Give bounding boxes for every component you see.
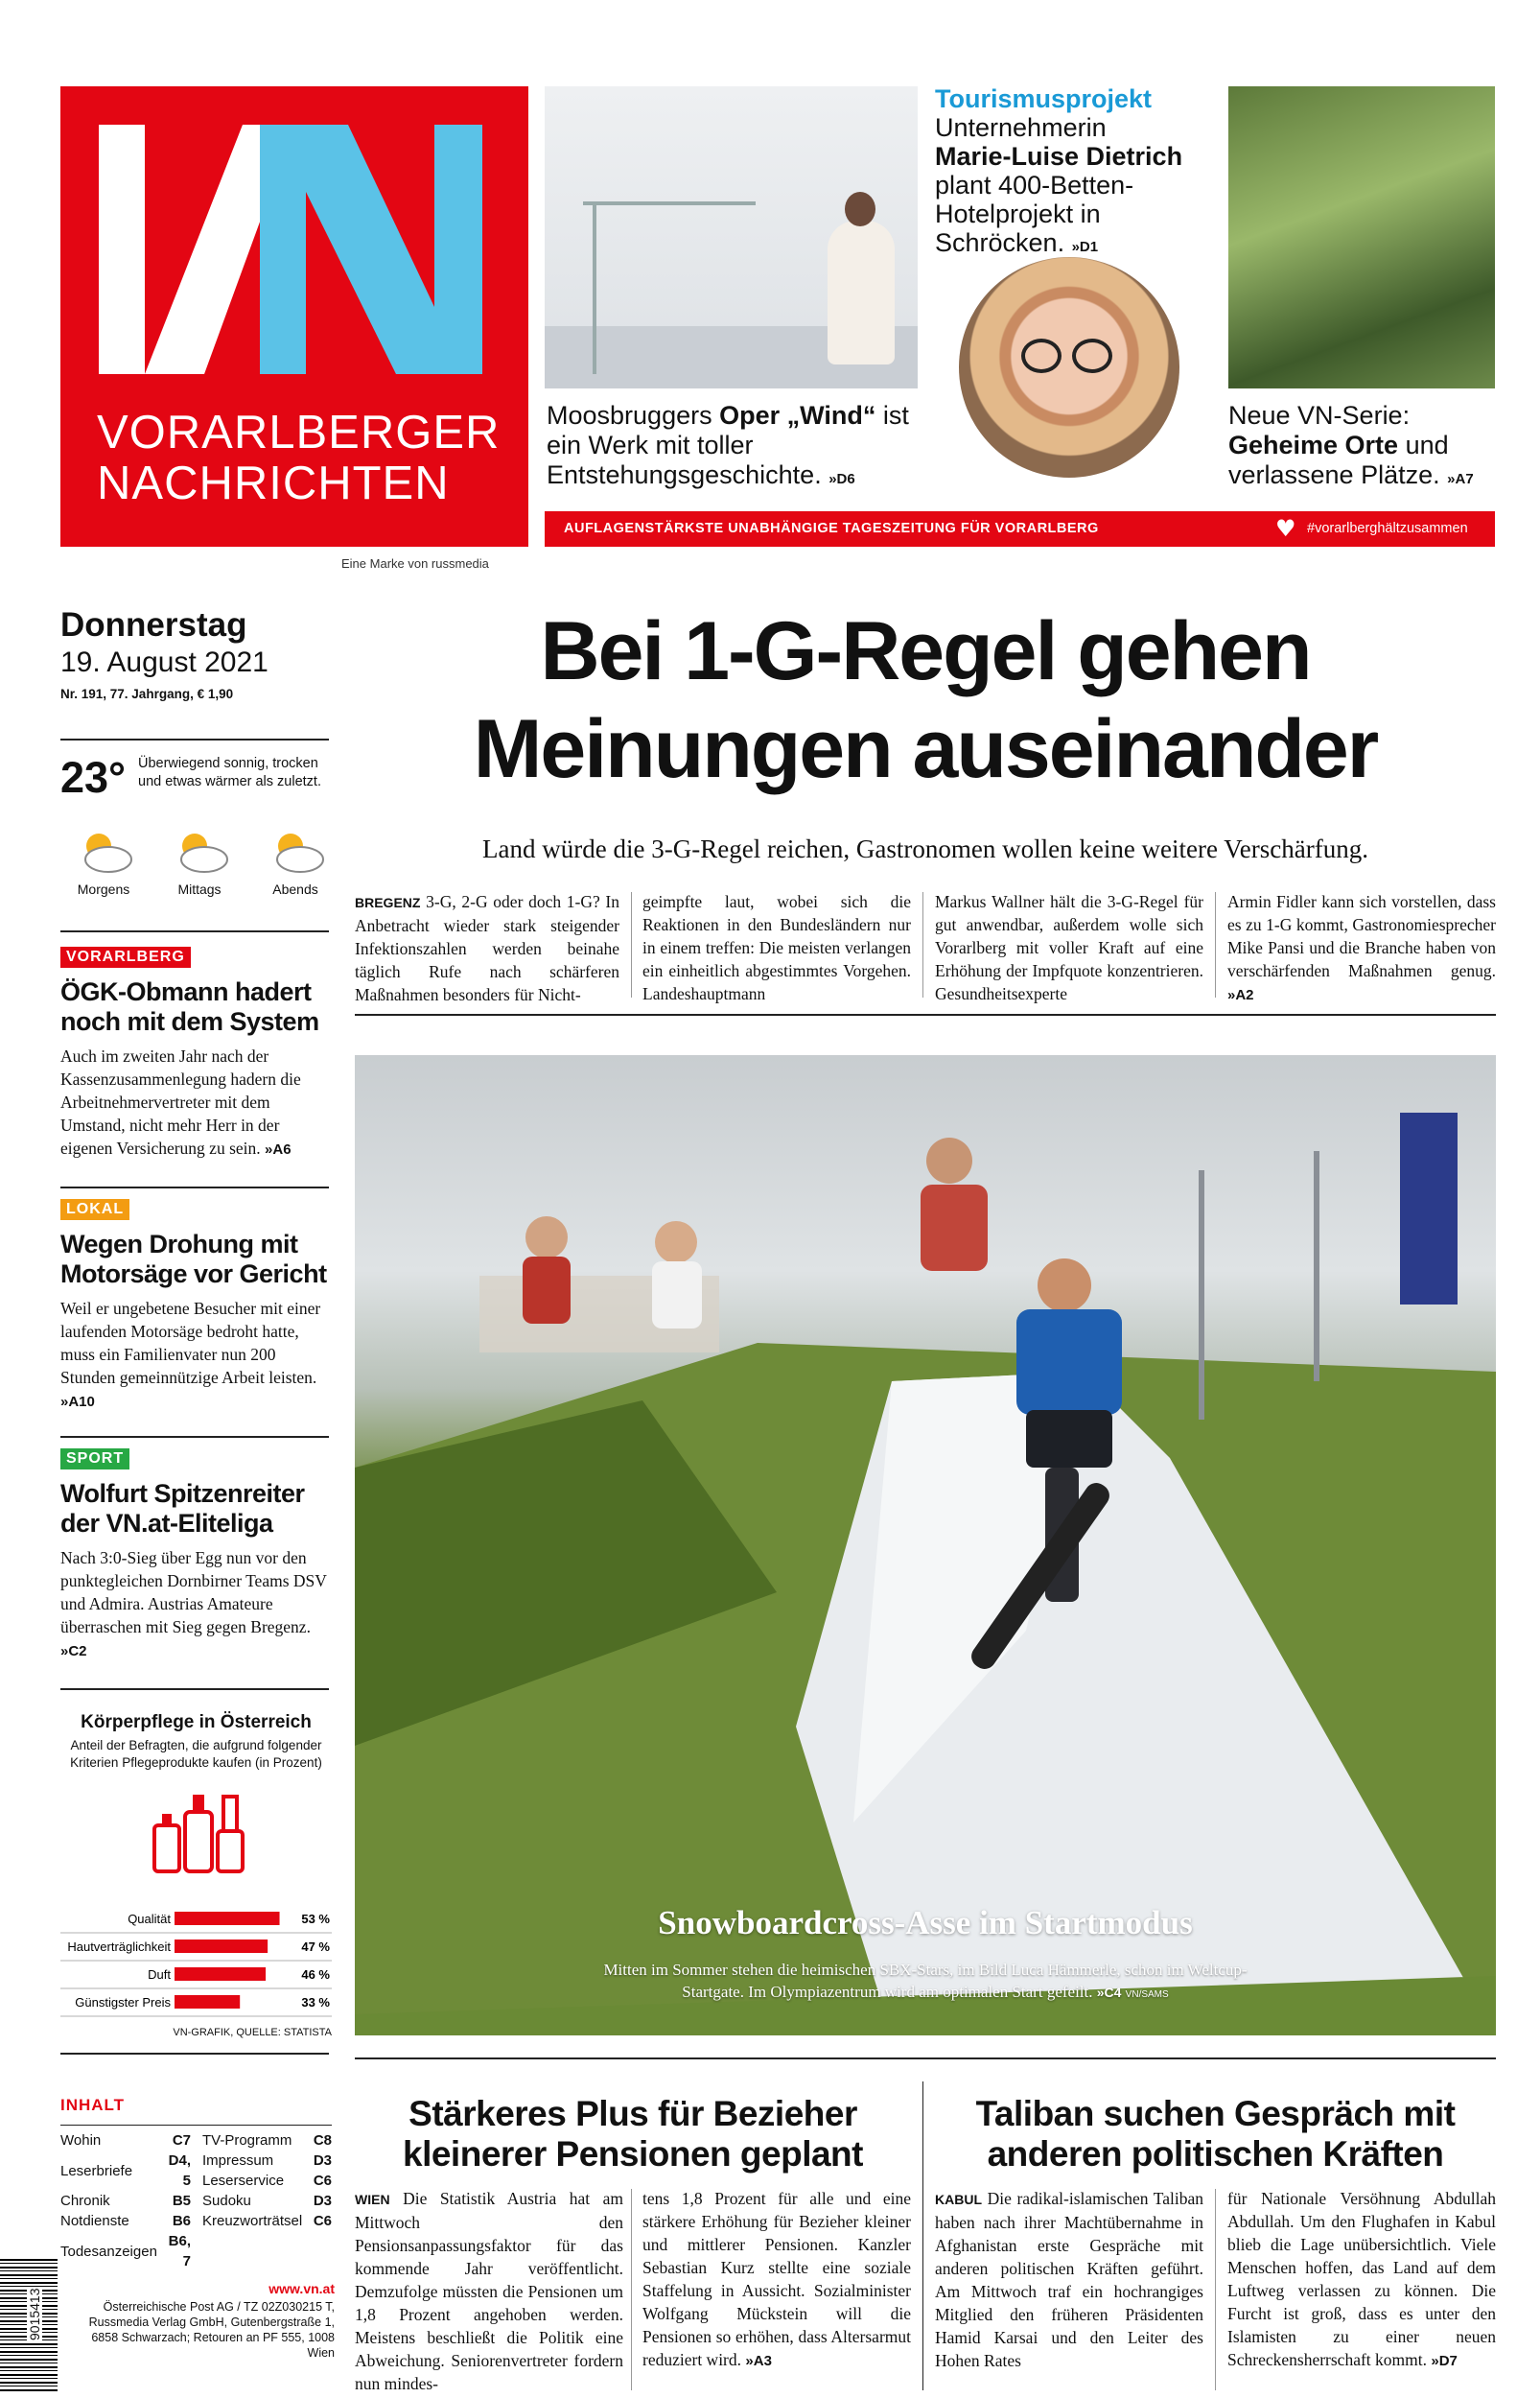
sun-cloud-icon — [70, 825, 137, 878]
lead-col-3: Markus Wallner hält die 3-G-Regel für gut anwendbar, außerdem wolle sich Vorarlberg mit voller Kraft auf eine Erhöhung der Impfquote konzentrieren. Gesundheitsexperte — [935, 892, 1203, 1003]
cosmetics-icon — [147, 1789, 252, 1875]
index-left: Wohin C7 Leserbriefe D4, 5 Chronik B5 Notdienste B6 Todesanzeigen B6, 7 — [60, 2132, 191, 2269]
portrait-photo — [959, 257, 1179, 478]
index-item[interactable]: Todesanzeigen — [60, 2243, 157, 2260]
index-title: INHALT — [60, 2096, 126, 2114]
weather-midday: Mittags — [156, 825, 243, 897]
chart-value-label: 33 % — [301, 1995, 330, 2010]
chart-plot — [60, 1904, 332, 2019]
chart-value-label: 53 % — [301, 1912, 330, 1926]
teaser-oper[interactable]: Moosbruggers Oper „Wind“ ist ein Werk mit toller Entstehungsgeschichte. »D6 — [547, 401, 909, 489]
pension-headline[interactable]: Stärkeres Plus für Bezieher kleinerer Pensionen geplant — [403, 2094, 863, 2174]
sidebar-story-sport[interactable]: SPORT Wolfurt Spitzenreiter der VN.at-Eliteliga Nach 3:0-Sieg über Egg nun vor den punktegleichen Dornbirner Teams DSV und Admira. Austrias Amateure überraschen mit Sieg gegen Bregenz. »C2 — [60, 1450, 327, 1659]
claim-bar: AUFLAGENSTÄRKSTE UNABHÄNGIGE TAGESZEITUNG FÜR VORARLBERG ♥ #vorarlberghältzusammen — [545, 511, 1495, 547]
index-item[interactable]: Leserservice — [202, 2173, 285, 2189]
date-block: Donnerstag 19. August 2021 Nr. 191, 77. Jahrgang, € 1,90 — [60, 606, 268, 701]
chart-bar — [175, 1995, 240, 2009]
heart-icon: ♥ — [1275, 515, 1296, 542]
lead-col-4: Armin Fidler kann sich vorstellen, dass es zu 1-G kommt, Gastronomiesprecher Mike Pansi und die Branche haben von verschärfenden Maßnahmen genug. »A2 — [1227, 892, 1496, 1003]
pension-col-1: WIEN Die Statistik Austria hat am Mittwoch den Pensionsanpassungsfaktor für das kommende Jahr veröffentlicht. Demzufolge müssten die Pensionen um 1,8 Prozent angehoben werden. Meistens beschließt die Politik eine Abweichung. Seniorenvertreter fordern nun mindes- — [355, 2189, 623, 2393]
index-item[interactable]: TV-Programm — [202, 2132, 292, 2149]
index-item[interactable]: Impressum — [202, 2152, 274, 2169]
chart-source: VN-GRAFIK, QUELLE: STATISTA — [173, 2027, 332, 2038]
photo-caption: Mitten im Sommer stehen die heimischen SBX-Stars, im Bild Luca Hämmerle, schon im Weltcup-Startgate. Im Olympiazentrum wird am optimalen Start gefeilt. »C4 VN/SAMS — [603, 1961, 1248, 2001]
chart-bar — [175, 1940, 268, 1953]
lead-col-1: BREGENZ 3-G, 2-G oder doch 1-G? In Anbetracht wieder stark steigender Infektionszahlen werden beinahe täglich Rufe nach schärferen Maßnahmen besonders für Nicht- — [355, 892, 620, 1004]
chart-category-label: Duft — [148, 1967, 171, 1982]
chart-category-label: Hautverträglichkeit — [67, 1940, 171, 1954]
taliban-headline[interactable]: Taliban suchen Gespräch mit anderen politischen Kräften — [975, 2094, 1456, 2174]
index-item[interactable]: Sudoku — [202, 2193, 251, 2209]
index-box — [60, 2096, 332, 2269]
snowboard-scene — [355, 1055, 1496, 2035]
sun-cloud-icon — [166, 825, 233, 878]
chart-category-label: Qualität — [128, 1912, 171, 1926]
sidebar-story-lokal[interactable]: LOKAL Wegen Drohung mit Motorsäge vor Gericht Weil er ungebetene Besucher mit einer laufenden Motorsäge bedroht hatte, muss ein Familienvater nun 200 Stunden gemeinnützige Arbeit leisten. »A10 — [60, 1201, 327, 1410]
chart-value-label: 47 % — [301, 1940, 330, 1954]
weather-desc: Überwiegend sonnig, trocken und etwas wärmer als zuletzt. — [138, 756, 321, 789]
index-item[interactable]: Notdienste — [60, 2213, 129, 2229]
weather-morning: Morgens — [60, 825, 147, 897]
masthead-name: VORARLBERGER NACHRICHTEN — [97, 407, 501, 509]
vn-logo[interactable] — [60, 86, 528, 547]
teaser-photo-oper[interactable] — [545, 86, 918, 388]
taliban-col-2: für Nationale Versöhnung Abdullah Abdullah. Um den Flughafen in Kabul blieb die Lage unübersichtlich. Viele Menschen hoffen, das Land auf dem Luftweg verlassen zu können. Die Furcht ist groß, dass es unter den Islamisten zu einer neuen Schreckensherrschaft kommt. »D7 — [1227, 2189, 1496, 2369]
publisher-info: www.vn.at Österreichische Post AG / TZ 02Z030215 T, Russmedia Verlag GmbH, Gutenbergstraße 1, 6858 Schwarzach; Retouren an PF 555, 1008 Wien — [88, 2281, 335, 2360]
lead-subhead: Land würde die 3-G-Regel reichen, Gastronomen wollen keine weitere Verschärfung. — [482, 835, 1368, 863]
chart-bar — [175, 1967, 266, 1981]
lead-headline[interactable]: Bei 1-G-Regel gehen Meinungen auseinander — [473, 605, 1378, 795]
weather-temp: 23° — [60, 753, 127, 802]
chart-value-label: 46 % — [301, 1967, 330, 1982]
barcode-number: 9015413 — [27, 2288, 42, 2340]
pension-col-2: tens 1,8 Prozent für alle und eine stärkere Erhöhung für Bezieher kleiner und mittlerer Pensionen. Kanzler Sebastian Kurz stellte eine soziale Staffelung in Aussicht. Sozialminister Wolfgang Mückstein will die Pensionen so erhöhen, dass Altersarmut reduziert wird. »A3 — [642, 2189, 911, 2369]
index-item[interactable]: Leserbriefe — [60, 2162, 133, 2179]
chart-title: Körperpflege in Österreich — [81, 1712, 312, 1732]
chart-subtitle: Anteil der Befragten, die aufgrund folgender Kriterien Pflegeprodukte kaufen (in Prozent) — [70, 1738, 322, 1770]
index-item[interactable]: Kreuzworträtsel — [202, 2213, 303, 2229]
weather-icons — [60, 825, 338, 911]
chart-bar — [175, 1912, 280, 1925]
index-right: TV-Programm C8 Impressum D3 Leserservice C6 Sudoku D3 Kreuzworträtsel C6 — [202, 2132, 332, 2229]
sidebar-story-vorarlberg[interactable]: VORARLBERG ÖGK-Obmann hadert noch mit dem System Auch im zweiten Jahr nach der Kassenzusammenlegung hadern die Arbeitnehmervertreter mit dem Umstand, nicht mehr Herr in der eigenen Versicherung zu sein. »A6 — [60, 949, 319, 1158]
brand-note: Eine Marke von russmedia — [341, 556, 489, 571]
teaser-photo-forest[interactable] — [1228, 86, 1495, 388]
photo-title: Snowboardcross-Asse im Startmodus — [658, 1904, 1193, 1941]
vn-logo-mark — [60, 86, 528, 403]
chart-koerperpflege — [60, 1712, 332, 2048]
sun-cloud-icon — [262, 825, 329, 878]
lead-col-2: geimpfte laut, wobei sich die Reaktionen in den Bundesländern nur in einem treffen: Die meisten verlangen ein einheitlich abgestimmtes Vorgehen. Landeshauptmann — [642, 892, 911, 1003]
taliban-col-1: KABUL Die radikal-islamischen Taliban haben nach ihrer Machtübernahme in Afghanistan erste Gespräche mit anderen politischen Kräften geführt. Am Mittwoch traf ein hochrangiges Mitglied den früheren Präsidenten Hamid Karsai und den Leiter des Hohen Rates — [935, 2189, 1203, 2370]
index-item[interactable]: Wohin — [60, 2132, 102, 2149]
weather-evening: Abends — [252, 825, 338, 897]
teaser-tourism[interactable]: Tourismusprojekt Unternehmerin Marie-Luise Dietrich plant 400-Betten-Hotelprojekt in Schröcken. »D1 — [935, 84, 1183, 257]
teaser-serie[interactable]: Neue VN-Serie: Geheime Orte und verlassene Plätze. »A7 — [1228, 401, 1474, 489]
main-photo[interactable] — [355, 1055, 1496, 2035]
index-item[interactable]: Chronik — [60, 2193, 110, 2209]
chart-category-label: Günstigster Preis — [75, 1995, 171, 2010]
